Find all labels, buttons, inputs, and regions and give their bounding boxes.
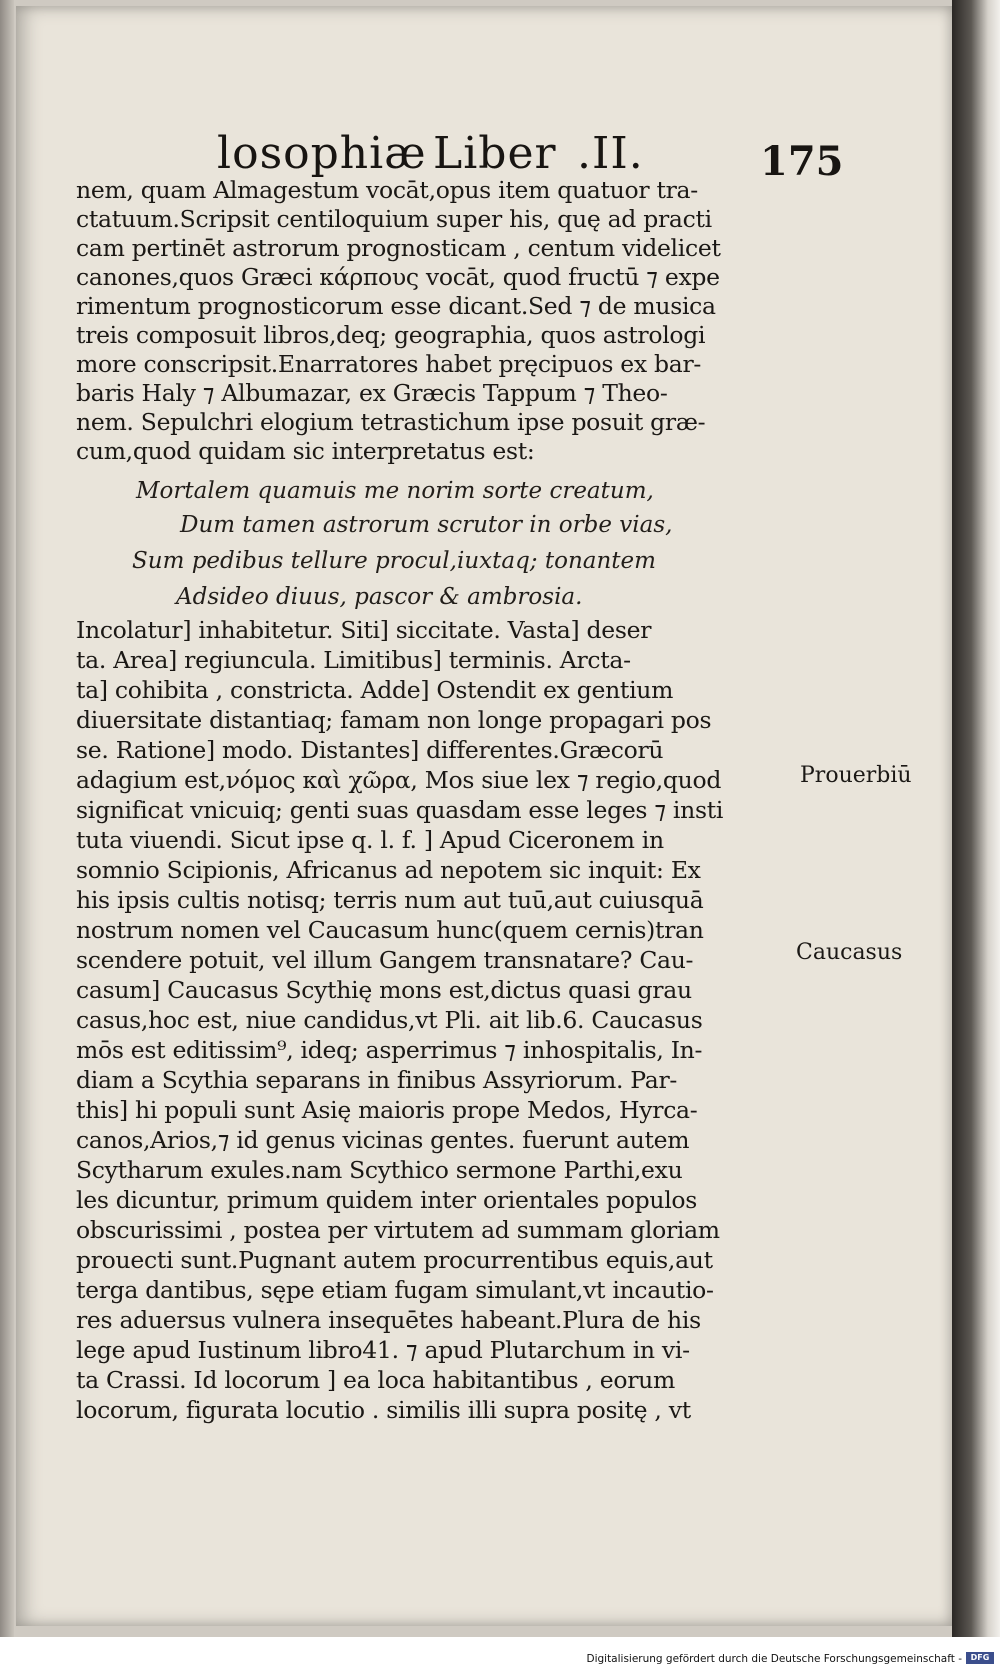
commentary-line: casum] Caucasus Scythię mons est,dictus quasi grau (76, 976, 692, 1004)
commentary-line: somnio Scipionis, Africanus ad nepotem sic inquit: Ex (76, 856, 701, 884)
commentary-line: significat vnicuiq; genti suas quasdam esse leges ⁊ insti (76, 796, 724, 824)
body-line: treis composuit libros,deq; geographia, quos astrologi (76, 321, 706, 349)
body-line: nem. Sepulchri elogium tetrastichum ipse posuit græ- (76, 408, 706, 436)
commentary-line: diam a Scythia separans in finibus Assyriorum. Par- (76, 1066, 678, 1094)
commentary-line: les dicuntur, primum quidem inter orientales populos (76, 1186, 698, 1214)
running-head-word-1: losophiæ (217, 128, 427, 179)
commentary-line: obscurissimi , postea per virtutem ad summam gloriam (76, 1216, 720, 1244)
commentary-line: ta Crassi. Id locorum ] ea loca habitantibus , eorum (76, 1366, 675, 1394)
marginal-note-caucasus: Caucasus (796, 940, 903, 965)
body-line: cam pertinēt astrorum prognosticam , centum videlicet (76, 234, 721, 262)
running-head-word-2: Liber (433, 128, 557, 179)
verse-line: Mortalem quamuis me norim sorte creatum, (136, 478, 654, 504)
commentary-line: terga dantibus, sępe etiam fugam simulant,vt incautio- (76, 1276, 714, 1304)
commentary-line: tuta viuendi. Sicut ipse q. l. f. ] Apud Ciceronem in (76, 826, 664, 854)
marginal-note-proverbium: Prouerbiū (800, 763, 912, 788)
commentary-line: ta] cohibita , constricta. Adde] Ostendit ex gentium (76, 676, 674, 704)
book-spine (952, 0, 1000, 1637)
folio-number: 175 (760, 138, 844, 185)
commentary-line: Scytharum exules.nam Scythico sermone Parthi,exu (76, 1156, 683, 1184)
commentary-line: lege apud Iustinum libro41. ⁊ apud Plutarchum in vi- (76, 1336, 690, 1364)
footer-credit: Digitalisierung gefördert durch die Deutsche Forschungsgemeinschaft - (586, 1653, 962, 1665)
commentary-line: mōs est editissim⁹, ideq; asperrimus ⁊ inhospitalis, In- (76, 1036, 703, 1064)
body-line: cum,quod quidam sic interpretatus est: (76, 437, 535, 465)
commentary-line: locorum, figurata locutio . similis illi supra positę , vt (76, 1396, 691, 1424)
commentary-line: Incolatur] inhabitetur. Siti] siccitate. Vasta] deser (76, 616, 652, 644)
commentary-line: scendere potuit, vel illum Gangem transnatare? Cau- (76, 946, 694, 974)
commentary-line: res aduersus vulnera insequētes habeant.Plura de his (76, 1306, 701, 1334)
body-line: rimentum prognosticorum esse dicant.Sed ⁊ de musica (76, 292, 716, 320)
commentary-line: casus,hoc est, niue candidus,vt Pli. ait lib.6. Caucasus (76, 1006, 703, 1034)
commentary-line: this] hi populi sunt Asię maioris prope Medos, Hyrca- (76, 1096, 698, 1124)
body-line: canones,quos Græci κάρπους vocāt, quod fructū ⁊ expe (76, 263, 720, 291)
commentary-line: his ipsis cultis notisq; terris num aut tuū,aut cuiusquā (76, 886, 704, 914)
body-line: ctatuum.Scripsit centiloquium super his, quę ad practi (76, 205, 712, 233)
commentary-line: adagium est,νόμος καὶ χῶρα, Mos siue lex ⁊ regio,quod (76, 766, 722, 794)
page-left-edge (0, 0, 14, 1637)
commentary-line: diuersitate distantiaq; famam non longe propagari pos (76, 706, 712, 734)
commentary-line: prouecti sunt.Pugnant autem procurrentibus equis,aut (76, 1246, 713, 1274)
commentary-line: se. Ratione] modo. Distantes] differentes.Græcorū (76, 736, 664, 764)
body-line: more conscripsit.Enarratores habet pręcipuos ex bar- (76, 350, 702, 378)
verse-line: Dum tamen astrorum scrutor in orbe vias, (180, 512, 673, 538)
verse-line: Adsideo diuus, pascor & ambrosia. (176, 584, 583, 610)
body-line: baris Haly ⁊ Albumazar, ex Græcis Tappum ⁊ Theo- (76, 379, 668, 407)
commentary-line: nostrum nomen vel Caucasum hunc(quem cernis)tran (76, 916, 704, 944)
body-line: nem, quam Almagestum vocāt,opus item quatuor tra- (76, 176, 698, 204)
commentary-line: ta. Area] regiuncula. Limitibus] terminis. Arcta- (76, 646, 631, 674)
running-head-word-3: .II. (577, 128, 644, 179)
verse-line: Sum pedibus tellure procul,iuxtaq; tonantem (132, 548, 656, 574)
commentary-line: canos,Arios,⁊ id genus vicinas gentes. fuerunt autem (76, 1126, 690, 1154)
dfg-logo-icon: DFG (966, 1652, 994, 1664)
